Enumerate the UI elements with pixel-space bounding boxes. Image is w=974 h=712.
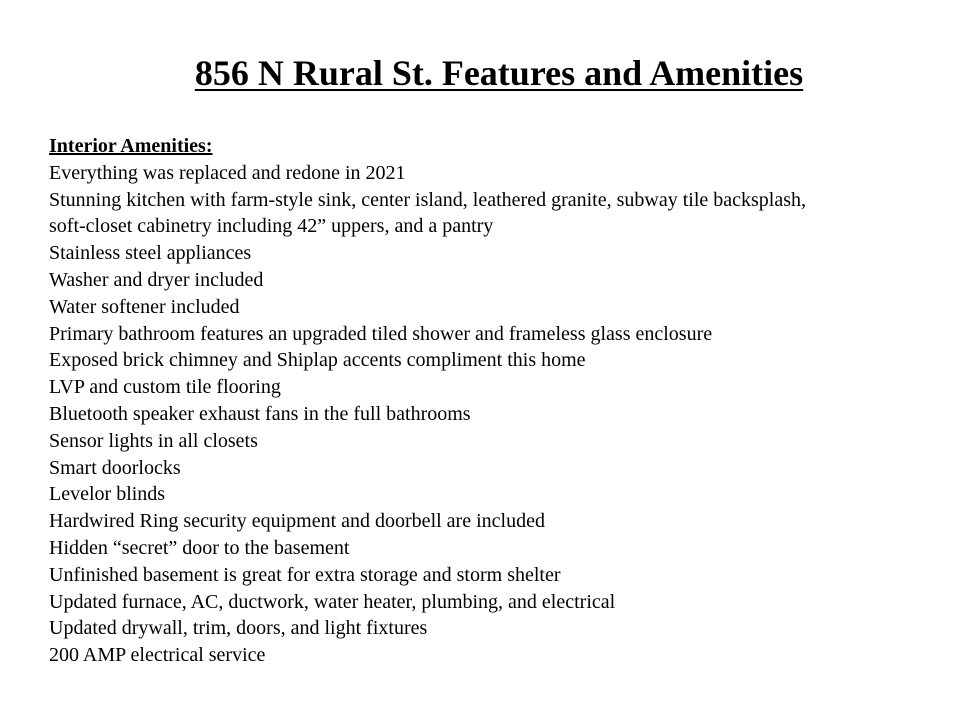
list-item: Sensor lights in all closets: [49, 429, 258, 452]
list-item: Smart doorlocks: [49, 456, 181, 479]
list-item: Updated furnace, AC, ductwork, water heater, plumbing, and electrical: [49, 590, 616, 613]
amenities-list: [49, 160, 959, 669]
list-item: 200 AMP electrical service: [49, 644, 266, 667]
list-item: soft-closet cabinetry including 42” uppers, and a pantry: [49, 215, 494, 238]
list-item: Hidden “secret” door to the basement: [49, 536, 350, 559]
list-item: Stunning kitchen with farm-style sink, center island, leathered granite, subway tile backsplash,: [49, 188, 807, 211]
list-item: Unfinished basement is great for extra storage and storm shelter: [49, 563, 561, 586]
list-item: LVP and custom tile flooring: [49, 376, 281, 399]
list-item: Updated drywall, trim, doors, and light fixtures: [49, 617, 428, 640]
list-item: Levelor blinds: [49, 483, 166, 506]
list-item: Stainless steel appliances: [49, 242, 252, 265]
list-item: Primary bathroom features an upgraded tiled shower and frameless glass enclosure: [49, 322, 713, 345]
list-item: Washer and dryer included: [49, 268, 264, 291]
list-item: Everything was replaced and redone in 2021: [49, 161, 406, 184]
section-heading: Interior Amenities:: [49, 135, 213, 157]
list-item: Water softener included: [49, 295, 240, 318]
list-item: Hardwired Ring security equipment and doorbell are included: [49, 510, 545, 533]
page-title: 856 N Rural St. Features and Amenities: [194, 53, 804, 93]
list-item: Bluetooth speaker exhaust fans in the full bathrooms: [49, 402, 471, 425]
interior-amenities-section: [49, 133, 959, 669]
list-item: Exposed brick chimney and Shiplap accents compliment this home: [49, 349, 586, 372]
